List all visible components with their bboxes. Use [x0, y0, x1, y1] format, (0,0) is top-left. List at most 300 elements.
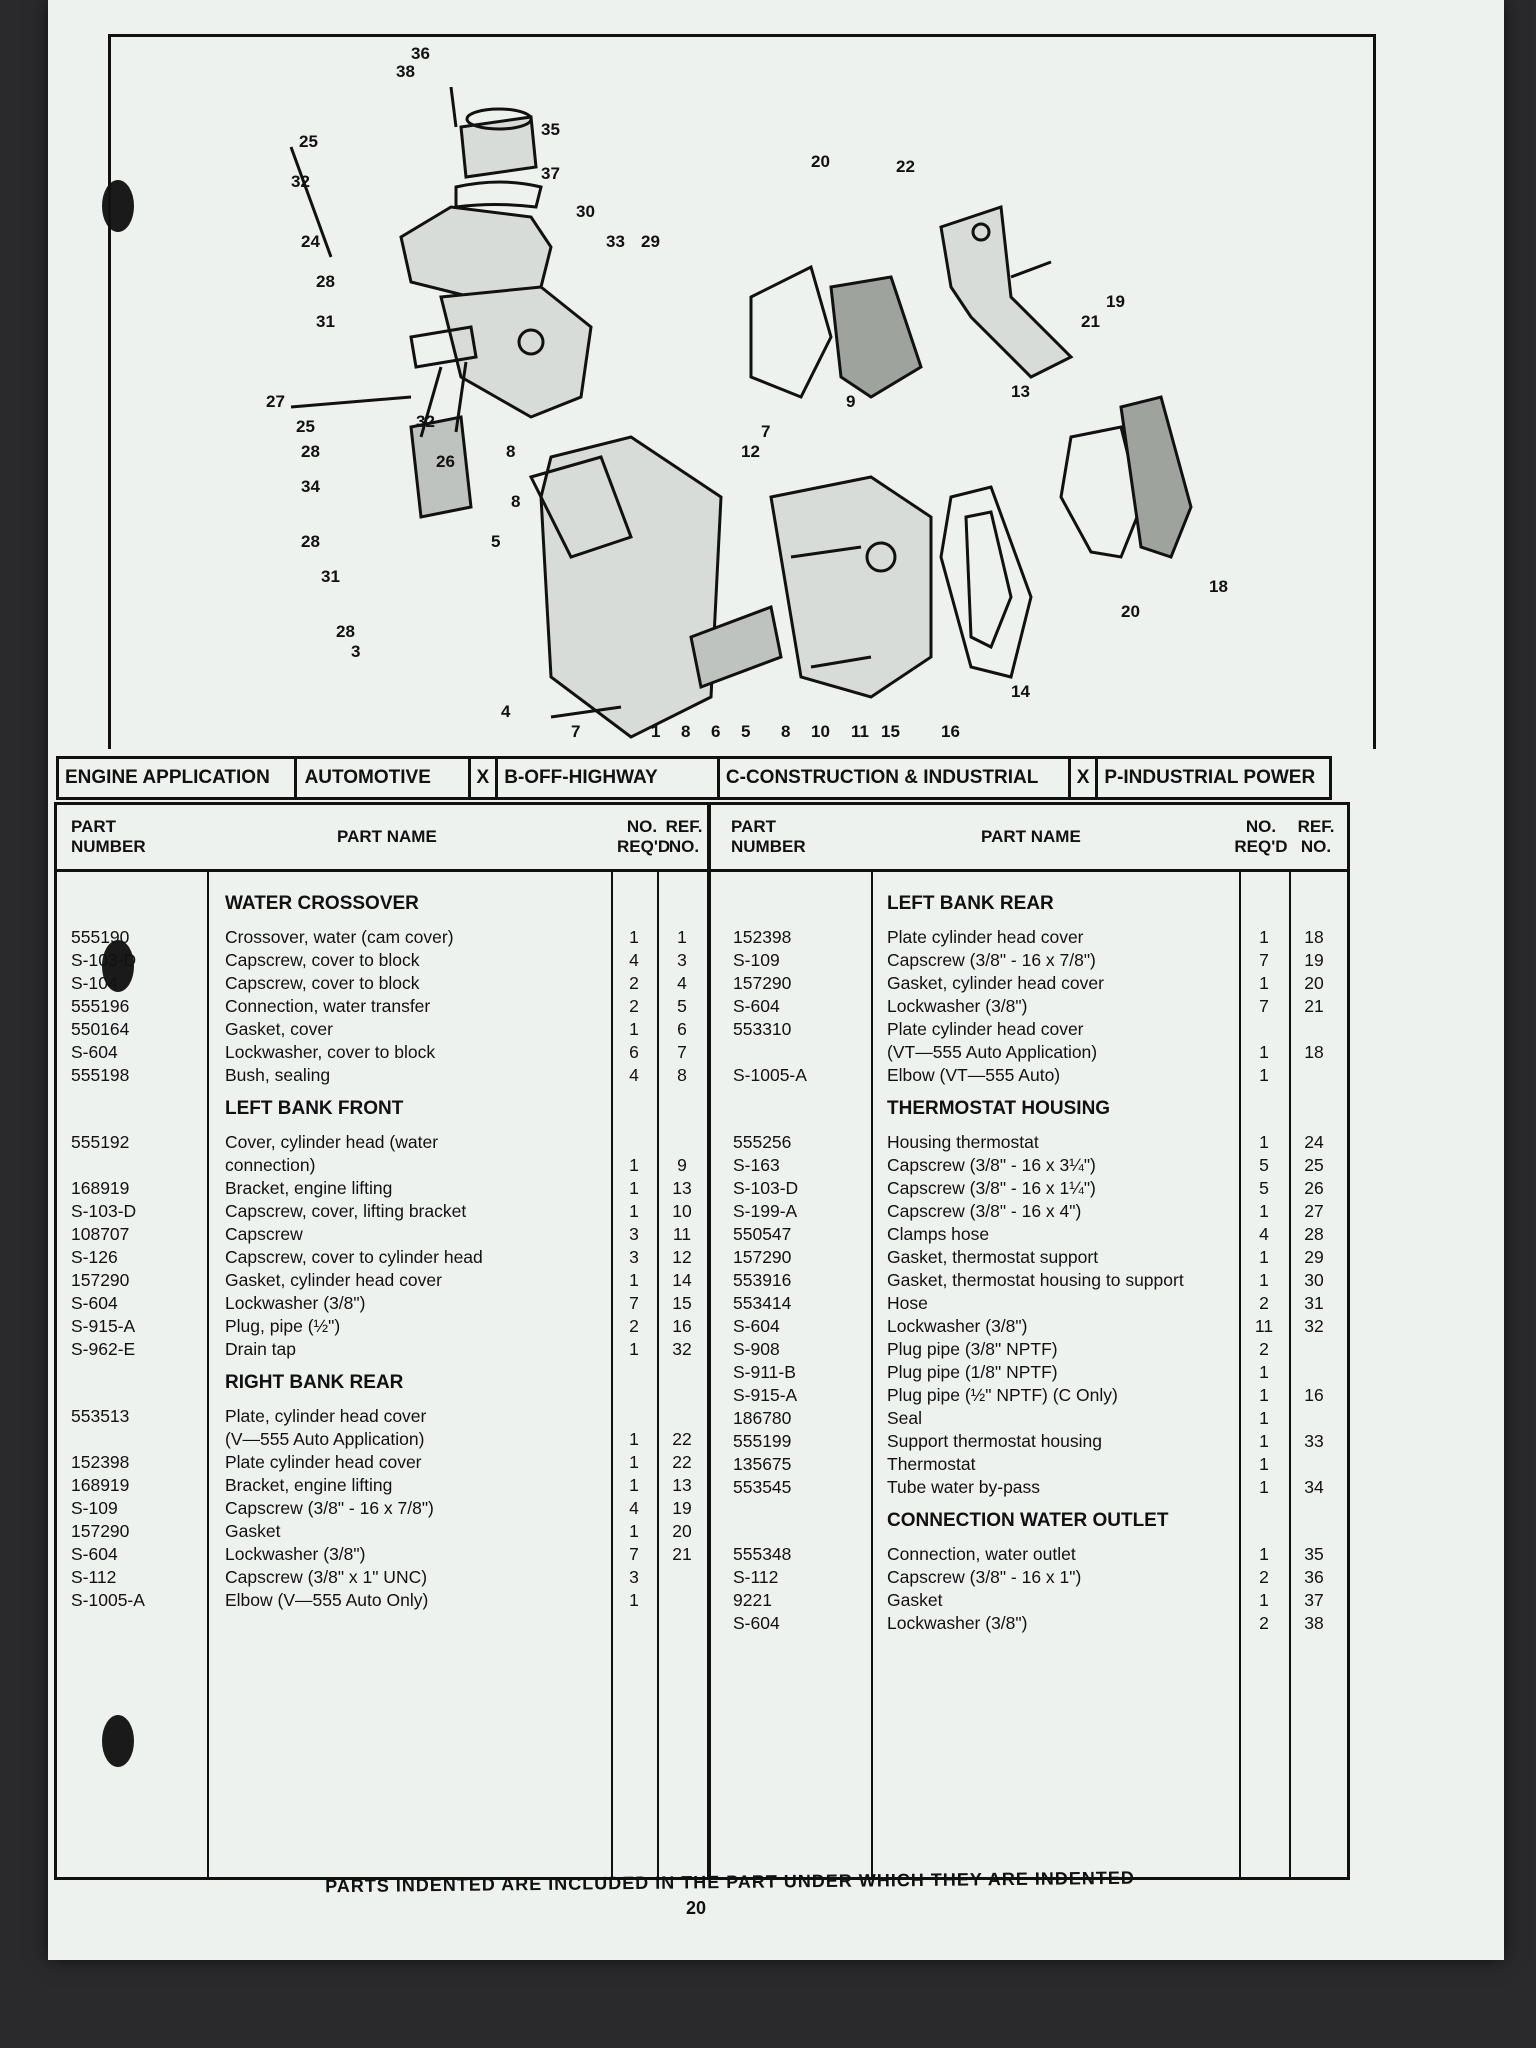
application-automotive: AUTOMOTIVE — [297, 759, 471, 797]
section-title: WATER CROSSOVER — [225, 893, 419, 914]
table-row — [57, 1316, 707, 1338]
table-row — [711, 1567, 1347, 1589]
part-name-cell: connection) — [225, 1155, 316, 1175]
part-number-cell: 553545 — [733, 1477, 792, 1497]
table-row — [57, 927, 707, 949]
ref-cell: 36 — [1304, 1567, 1324, 1587]
ref-cell: 22 — [672, 1452, 692, 1472]
part-number-cell: 152398 — [71, 1452, 130, 1472]
part-number-cell: S-604 — [71, 1544, 118, 1564]
qty-cell: 2 — [1259, 1613, 1269, 1633]
part-number-cell: 555198 — [71, 1065, 130, 1085]
callout-label: 12 — [741, 442, 760, 461]
ref-cell: 11 — [672, 1224, 692, 1244]
table-row — [57, 1339, 707, 1361]
part-name-cell: Lockwasher (3/8") — [225, 1293, 366, 1313]
part-number-cell: S-199-A — [733, 1201, 798, 1221]
callout-label: 30 — [576, 202, 595, 221]
ref-cell: 24 — [1304, 1132, 1324, 1152]
part-name-cell: Cover, cylinder head (water — [225, 1132, 439, 1152]
callout-label: 33 — [606, 232, 625, 251]
table-row — [711, 1042, 1347, 1064]
header-ref-no: REF. NO. — [1297, 817, 1335, 856]
parts-list-right — [711, 805, 1347, 1877]
part-number-cell: S-109 — [71, 1498, 118, 1518]
callout-label: 18 — [1209, 577, 1228, 596]
ref-cell: 33 — [1304, 1431, 1324, 1451]
callout-label: 6 — [711, 722, 721, 741]
callout-label: 32 — [416, 412, 435, 431]
callout-label: 25 — [296, 417, 315, 436]
part-number-cell: 157290 — [733, 973, 792, 993]
table-row — [711, 1590, 1347, 1612]
part-number-cell: 555196 — [71, 996, 130, 1016]
table-row — [57, 1406, 707, 1428]
part-number-cell: 157290 — [71, 1270, 130, 1290]
qty-cell: 1 — [1259, 1385, 1269, 1405]
qty-cell: 1 — [629, 1019, 639, 1039]
qty-cell: 1 — [629, 1521, 639, 1541]
part-name-cell: Plate cylinder head cover — [225, 1452, 422, 1472]
ref-cell: 19 — [1304, 950, 1324, 970]
exploded-parts-diagram — [108, 34, 1376, 749]
table-row — [57, 1293, 707, 1315]
table-row — [57, 1475, 707, 1497]
ref-cell: 22 — [672, 1429, 692, 1449]
part-name-cell: Clamps hose — [887, 1224, 990, 1244]
application-construction-mark: X — [1071, 759, 1099, 797]
ref-cell: 26 — [1304, 1178, 1324, 1198]
part-number-cell: S-915-A — [733, 1385, 798, 1405]
ref-cell: 16 — [672, 1316, 692, 1336]
ref-cell: 27 — [1304, 1201, 1324, 1221]
qty-cell: 3 — [629, 1567, 639, 1587]
qty-cell: 3 — [629, 1247, 639, 1267]
part-number-cell: S-112 — [71, 1567, 117, 1587]
table-row — [57, 1498, 707, 1520]
qty-cell: 1 — [1259, 1201, 1269, 1221]
part-name-cell: Capscrew (3/8" - 16 x 1¼") — [887, 1178, 1096, 1198]
part-name-cell: Plug pipe (1/8" NPTF) — [887, 1362, 1058, 1382]
qty-cell: 1 — [1259, 1042, 1269, 1062]
qty-cell: 2 — [629, 1316, 639, 1336]
ref-cell: 13 — [672, 1178, 692, 1198]
qty-cell: 1 — [629, 1452, 639, 1472]
diagram-drawing — [111, 37, 1373, 749]
part-name-cell: Lockwasher (3/8") — [225, 1544, 366, 1564]
table-row — [57, 1429, 707, 1451]
part-name-cell: Connection, water outlet — [887, 1544, 1076, 1564]
section-title: CONNECTION WATER OUTLET — [887, 1510, 1169, 1531]
callout-label: 10 — [811, 722, 830, 741]
part-name-cell: Lockwasher (3/8") — [887, 996, 1028, 1016]
part-name-cell: Capscrew (3/8" - 16 x 3¼") — [887, 1155, 1096, 1175]
part-number-cell: S-112 — [733, 1567, 779, 1587]
ref-cell: 10 — [672, 1201, 692, 1221]
part-name-cell: Capscrew (3/8" - 16 x 7/8") — [225, 1498, 434, 1518]
ref-cell: 15 — [672, 1293, 692, 1313]
qty-cell: 4 — [629, 1065, 639, 1085]
table-row — [711, 1065, 1347, 1087]
part-name-cell: Seal — [887, 1408, 923, 1428]
callout-label: 28 — [336, 622, 355, 641]
part-number-cell: 108707 — [71, 1224, 130, 1244]
callout-label: 27 — [266, 392, 285, 411]
header-part-name: PART NAME — [981, 827, 1081, 846]
part-number-cell: S-163 — [733, 1155, 780, 1175]
part-name-cell: (VT—555 Auto Application) — [887, 1042, 1098, 1062]
table-row — [711, 1019, 1347, 1041]
callout-label: 8 — [781, 722, 791, 741]
table-row — [711, 1339, 1347, 1361]
section-title: LEFT BANK REAR — [887, 893, 1054, 914]
ref-cell: 30 — [1304, 1270, 1324, 1290]
table-row — [57, 1247, 707, 1269]
part-name-cell: Plate, cylinder head cover — [225, 1406, 427, 1426]
application-off-highway: B-OFF-HIGHWAY — [498, 759, 720, 797]
header-no-reqd: NO. REQ'D — [617, 817, 671, 856]
ref-cell: 31 — [1304, 1293, 1324, 1313]
part-number-cell: S-103-D — [733, 1178, 799, 1198]
qty-cell: 3 — [629, 1224, 639, 1244]
part-number-cell: S-126 — [71, 1247, 118, 1267]
part-name-cell: Capscrew — [225, 1224, 303, 1244]
qty-cell: 4 — [629, 950, 639, 970]
qty-cell: 1 — [1259, 1454, 1269, 1474]
part-name-cell: (V—555 Auto Application) — [225, 1429, 425, 1449]
ref-cell: 16 — [1304, 1385, 1324, 1405]
qty-cell: 7 — [629, 1544, 639, 1564]
ref-cell: 25 — [1304, 1155, 1324, 1175]
ref-cell: 38 — [1304, 1613, 1324, 1633]
part-name-cell: Gasket, cylinder head cover — [225, 1270, 442, 1290]
section-title: THERMOSTAT HOUSING — [887, 1098, 1111, 1119]
callout-label: 26 — [436, 452, 455, 471]
part-name-cell: Capscrew (3/8" - 16 x 1") — [887, 1567, 1082, 1587]
part-number-cell: S-604 — [733, 1613, 780, 1633]
part-number-cell: 9221 — [733, 1590, 772, 1610]
part-number-cell: 555190 — [71, 927, 130, 947]
table-row — [57, 1224, 707, 1246]
part-number-cell: S-1005-A — [71, 1590, 145, 1610]
part-name-cell: Hose — [887, 1293, 928, 1313]
part-name-cell: Connection, water transfer — [225, 996, 431, 1016]
part-name-cell: Plug pipe (½" NPTF) (C Only) — [887, 1385, 1118, 1405]
callout-label: 28 — [301, 532, 320, 551]
table-row — [711, 1613, 1347, 1635]
callout-label: 28 — [316, 272, 335, 291]
table-row — [711, 1477, 1347, 1499]
part-number-cell: 135675 — [733, 1454, 792, 1474]
part-number-cell: S-911-B — [733, 1362, 796, 1382]
part-name-cell: Capscrew, cover, lifting bracket — [225, 1201, 467, 1221]
table-row — [711, 1408, 1347, 1430]
qty-cell: 1 — [1259, 927, 1269, 947]
qty-cell: 1 — [629, 1590, 639, 1610]
qty-cell: 1 — [1259, 1132, 1269, 1152]
table-row — [711, 1544, 1347, 1566]
callout-label: 34 — [301, 477, 320, 496]
table-row — [57, 1201, 707, 1223]
callout-label: 5 — [491, 532, 501, 551]
callout-label: 22 — [896, 157, 915, 176]
part-number-cell: S-604 — [71, 1293, 118, 1313]
section-heading — [57, 1372, 707, 1394]
table-row — [711, 1385, 1347, 1407]
qty-cell: 1 — [1259, 1408, 1269, 1428]
ref-cell: 34 — [1304, 1477, 1324, 1497]
callout-label: 13 — [1011, 382, 1030, 401]
table-row — [711, 1224, 1347, 1246]
part-name-cell: Thermostat — [887, 1454, 976, 1474]
callout-label: 35 — [541, 120, 560, 139]
table-row — [711, 1454, 1347, 1476]
ref-cell: 1 — [677, 927, 687, 947]
footer-note: PARTS INDENTED ARE INCLUDED IN THE PART UNDER WHICH THEY ARE INDENTED — [325, 1867, 1135, 1897]
part-name-cell: Gasket, cylinder head cover — [887, 973, 1104, 993]
qty-cell: 1 — [1259, 973, 1269, 993]
part-number-cell: 168919 — [71, 1178, 130, 1198]
ref-cell: 5 — [677, 996, 687, 1016]
part-name-cell: Capscrew, cover to block — [225, 950, 420, 970]
part-name-cell: Plug, pipe (½") — [225, 1316, 341, 1336]
callout-label: 11 — [851, 722, 869, 741]
part-name-cell: Plate cylinder head cover — [887, 1019, 1084, 1039]
table-row — [711, 927, 1347, 949]
callout-label: 31 — [316, 312, 335, 331]
table-row — [57, 973, 707, 995]
part-number-cell: 157290 — [71, 1521, 130, 1541]
table-row — [57, 1270, 707, 1292]
qty-cell: 1 — [629, 927, 639, 947]
callout-label: 21 — [1081, 312, 1100, 331]
callout-label: 5 — [741, 722, 751, 741]
part-number-cell: S-109 — [733, 950, 780, 970]
ref-cell: 32 — [1304, 1316, 1324, 1336]
part-name-cell: Housing thermostat — [887, 1132, 1039, 1152]
part-number-cell: S-604 — [71, 1042, 118, 1062]
ref-cell: 35 — [1304, 1544, 1324, 1564]
callout-label: 8 — [511, 492, 521, 511]
callout-label: 15 — [881, 722, 900, 741]
section-heading — [711, 893, 1347, 915]
callout-label: 37 — [541, 164, 560, 183]
table-row — [57, 1544, 707, 1566]
ref-cell: 21 — [1304, 996, 1324, 1016]
ref-cell: 29 — [1304, 1247, 1324, 1267]
table-row — [711, 1247, 1347, 1269]
table-row — [711, 1132, 1347, 1154]
header-part-number: PART NUMBER — [71, 817, 146, 856]
callout-label: 7 — [571, 722, 581, 741]
part-name-cell: Support thermostat housing — [887, 1431, 1102, 1451]
ref-cell: 14 — [672, 1270, 692, 1290]
callout-label: 9 — [846, 392, 856, 411]
part-name-cell: Plate cylinder head cover — [887, 927, 1084, 947]
part-name-cell: Gasket — [225, 1521, 281, 1541]
part-number-cell: 555192 — [71, 1132, 130, 1152]
part-number-cell: S-103-D — [71, 950, 137, 970]
callout-label: 31 — [321, 567, 340, 586]
part-number-cell: 553513 — [71, 1406, 130, 1426]
page-number: 20 — [686, 1898, 707, 1918]
table-row — [711, 1431, 1347, 1453]
part-name-cell: Elbow (V—555 Auto Only) — [225, 1590, 429, 1610]
qty-cell: 1 — [629, 1339, 639, 1359]
section-title: LEFT BANK FRONT — [225, 1098, 404, 1119]
callout-label: 38 — [396, 62, 415, 81]
qty-cell: 1 — [629, 1475, 639, 1495]
part-number-cell: S-604 — [733, 1316, 780, 1336]
qty-cell: 7 — [629, 1293, 639, 1313]
table-row — [711, 1316, 1347, 1338]
ref-cell: 12 — [672, 1247, 692, 1267]
part-name-cell: Capscrew, cover to cylinder head — [225, 1247, 483, 1267]
part-number-cell: 550547 — [733, 1224, 792, 1244]
ref-cell: 4 — [677, 973, 687, 993]
table-row — [57, 1567, 707, 1589]
table-row — [57, 996, 707, 1018]
table-row — [57, 1132, 707, 1154]
qty-cell: 1 — [1259, 1247, 1269, 1267]
qty-cell: 2 — [1259, 1567, 1269, 1587]
qty-cell: 1 — [629, 1429, 639, 1449]
callout-label: 24 — [301, 232, 320, 251]
callout-label: 4 — [501, 702, 511, 721]
table-row — [711, 950, 1347, 972]
part-name-cell: Capscrew, cover to block — [225, 973, 420, 993]
qty-cell: 1 — [1259, 1270, 1269, 1290]
qty-cell: 1 — [1259, 1477, 1269, 1497]
table-row — [711, 1155, 1347, 1177]
part-number-cell: S-1005-A — [733, 1065, 807, 1085]
part-name-cell: Bracket, engine lifting — [225, 1475, 393, 1495]
qty-cell: 5 — [1259, 1155, 1269, 1175]
callout-label: 3 — [351, 642, 361, 661]
part-name-cell: Gasket, thermostat housing to support — [887, 1270, 1184, 1290]
ref-cell: 8 — [677, 1065, 687, 1085]
part-name-cell: Gasket, cover — [225, 1019, 333, 1039]
callout-label: 19 — [1106, 292, 1125, 311]
qty-cell: 2 — [1259, 1293, 1269, 1313]
part-number-cell: 157290 — [733, 1247, 792, 1267]
qty-cell: 1 — [1259, 1590, 1269, 1610]
qty-cell: 2 — [629, 973, 639, 993]
ref-cell: 13 — [672, 1475, 692, 1495]
table-row — [57, 1042, 707, 1064]
part-number-cell: 555199 — [733, 1431, 792, 1451]
qty-cell: 1 — [1259, 1431, 1269, 1451]
callout-label: 32 — [291, 172, 310, 191]
parts-list-left — [57, 805, 711, 1877]
table-row — [57, 1521, 707, 1543]
table-header — [711, 805, 1347, 872]
ref-cell: 18 — [1304, 1042, 1324, 1062]
section-heading — [711, 1098, 1347, 1120]
table-header — [57, 805, 707, 872]
qty-cell: 7 — [1259, 996, 1269, 1016]
part-number-cell: 186780 — [733, 1408, 792, 1428]
callout-label: 20 — [811, 152, 830, 171]
table-row — [57, 1019, 707, 1041]
qty-cell: 1 — [1259, 1544, 1269, 1564]
header-part-name: PART NAME — [337, 827, 437, 846]
part-number-cell: 555348 — [733, 1544, 792, 1564]
ref-cell: 18 — [1304, 927, 1324, 947]
table-row — [711, 1178, 1347, 1200]
part-number-cell: S-908 — [733, 1339, 780, 1359]
engine-application-row — [56, 756, 1332, 800]
callout-label: 8 — [506, 442, 516, 461]
part-number-cell: S-104 — [71, 973, 118, 993]
ref-cell: 32 — [672, 1339, 692, 1359]
section-heading — [57, 893, 707, 915]
callout-label: 25 — [299, 132, 318, 151]
part-number-cell: S-962-E — [71, 1339, 136, 1359]
table-row — [711, 996, 1347, 1018]
callout-label: 14 — [1011, 682, 1030, 701]
callout-label: 7 — [761, 422, 771, 441]
callout-label: 36 — [411, 44, 430, 63]
parts-list-table — [54, 802, 1350, 1880]
ref-cell: 37 — [1304, 1590, 1324, 1610]
qty-cell: 1 — [629, 1155, 639, 1175]
part-number-cell: 555256 — [733, 1132, 792, 1152]
part-name-cell: Gasket, thermostat support — [887, 1247, 1099, 1267]
part-name-cell: Bracket, engine lifting — [225, 1178, 393, 1198]
table-row — [711, 1293, 1347, 1315]
part-number-cell: 168919 — [71, 1475, 130, 1495]
part-number-cell: 152398 — [733, 927, 792, 947]
ref-cell: 19 — [672, 1498, 692, 1518]
qty-cell: 1 — [629, 1201, 639, 1221]
part-name-cell: Capscrew (3/8" - 16 x 7/8") — [887, 950, 1096, 970]
part-name-cell: Lockwasher (3/8") — [887, 1316, 1028, 1336]
qty-cell: 7 — [1259, 950, 1269, 970]
part-number-cell: 553916 — [733, 1270, 792, 1290]
ref-cell: 9 — [677, 1155, 687, 1175]
qty-cell: 4 — [1259, 1224, 1269, 1244]
part-number-cell: 550164 — [71, 1019, 130, 1039]
part-name-cell: Bush, sealing — [225, 1065, 331, 1085]
header-ref-no: REF. NO. — [665, 817, 703, 856]
qty-cell: 6 — [629, 1042, 639, 1062]
table-row — [711, 1270, 1347, 1292]
part-number-cell: S-604 — [733, 996, 780, 1016]
part-name-cell: Drain tap — [225, 1339, 297, 1359]
table-row — [711, 1362, 1347, 1384]
engine-application-label: ENGINE APPLICATION — [59, 759, 297, 797]
part-name-cell: Lockwasher, cover to block — [225, 1042, 436, 1062]
application-automotive-mark: X — [471, 759, 499, 797]
qty-cell: 4 — [629, 1498, 639, 1518]
table-row — [57, 950, 707, 972]
ref-cell: 21 — [672, 1544, 692, 1564]
section-heading — [711, 1510, 1347, 1532]
table-row — [57, 1590, 707, 1612]
application-industrial-power: P-INDUSTRIAL POWER — [1104, 767, 1316, 788]
ref-cell: 20 — [1304, 973, 1324, 993]
callout-label: 20 — [1121, 602, 1140, 621]
header-no-reqd: NO. REQ'D — [1234, 817, 1288, 856]
qty-cell: 5 — [1259, 1178, 1269, 1198]
part-name-cell: Gasket — [887, 1590, 943, 1610]
section-title: RIGHT BANK REAR — [225, 1372, 404, 1393]
callout-label: 29 — [641, 232, 660, 251]
ref-cell: 7 — [677, 1042, 687, 1062]
application-construction-industrial: C-CONSTRUCTION & INDUSTRIAL — [720, 759, 1071, 797]
section-heading — [57, 1098, 707, 1120]
